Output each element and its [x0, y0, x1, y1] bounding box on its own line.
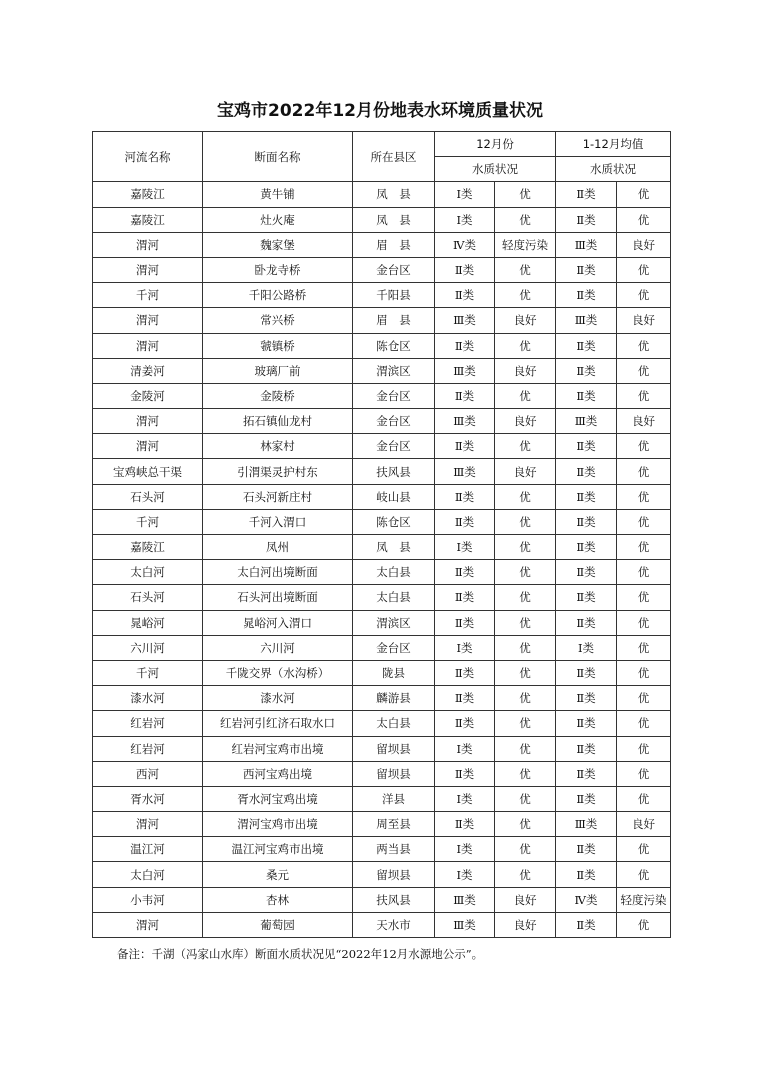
month-status-cell: 优 — [495, 535, 556, 560]
table-row — [93, 459, 671, 484]
annual-status-cell: 优 — [617, 711, 671, 736]
county-cell: 留坝县 — [353, 761, 435, 786]
section-cell: 石头河新庄村 — [203, 484, 353, 509]
section-cell: 桑元 — [203, 862, 353, 887]
annual-status-cell: 优 — [617, 434, 671, 459]
annual-status-cell: 优 — [617, 686, 671, 711]
annual-status-cell: 优 — [617, 610, 671, 635]
county-cell: 金台区 — [353, 257, 435, 282]
table-row — [93, 383, 671, 408]
section-cell: 拓石镇仙龙村 — [203, 409, 353, 434]
section-cell: 温江河宝鸡市出境 — [203, 837, 353, 862]
annual-class-cell: Ⅱ类 — [556, 484, 617, 509]
month-class-cell: Ⅱ类 — [435, 434, 495, 459]
table-row — [93, 257, 671, 282]
month-class-cell: Ⅰ类 — [435, 535, 495, 560]
section-cell: 六川河 — [203, 635, 353, 660]
section-cell: 常兴桥 — [203, 308, 353, 333]
river-cell: 千河 — [93, 660, 203, 685]
annual-status-cell: 优 — [617, 786, 671, 811]
header-quality-month: 水质状况 — [435, 157, 556, 182]
river-cell: 渭河 — [93, 434, 203, 459]
annual-status-cell: 轻度污染 — [617, 887, 671, 912]
section-cell: 灶火庵 — [203, 207, 353, 232]
month-status-cell: 良好 — [495, 358, 556, 383]
table-row — [93, 812, 671, 837]
county-cell: 金台区 — [353, 635, 435, 660]
annual-class-cell: Ⅱ类 — [556, 207, 617, 232]
month-status-cell: 优 — [495, 207, 556, 232]
county-cell: 扶风县 — [353, 887, 435, 912]
section-cell: 黄牛铺 — [203, 182, 353, 207]
month-status-cell: 优 — [495, 509, 556, 534]
table-row — [93, 333, 671, 358]
annual-class-cell: Ⅱ类 — [556, 585, 617, 610]
table-row — [93, 409, 671, 434]
table-row — [93, 283, 671, 308]
section-cell: 红岩河宝鸡市出境 — [203, 736, 353, 761]
month-class-cell: Ⅲ类 — [435, 358, 495, 383]
annual-class-cell: Ⅲ类 — [556, 308, 617, 333]
annual-class-cell: Ⅱ类 — [556, 383, 617, 408]
river-cell: 红岩河 — [93, 736, 203, 761]
table-row — [93, 837, 671, 862]
month-status-cell: 良好 — [495, 912, 556, 937]
table-row — [93, 887, 671, 912]
annual-status-cell: 良好 — [617, 812, 671, 837]
annual-status-cell: 优 — [617, 484, 671, 509]
river-cell: 嘉陵江 — [93, 182, 203, 207]
annual-status-cell: 良好 — [617, 232, 671, 257]
section-cell: 晁峪河入渭口 — [203, 610, 353, 635]
annual-class-cell: Ⅱ类 — [556, 257, 617, 282]
section-cell: 林家村 — [203, 434, 353, 459]
table-row — [93, 484, 671, 509]
county-cell: 留坝县 — [353, 736, 435, 761]
month-status-cell: 优 — [495, 434, 556, 459]
section-cell: 魏家堡 — [203, 232, 353, 257]
river-cell: 嘉陵江 — [93, 535, 203, 560]
month-class-cell: Ⅱ类 — [435, 812, 495, 837]
month-class-cell: Ⅱ类 — [435, 333, 495, 358]
annual-status-cell: 优 — [617, 509, 671, 534]
river-cell: 渭河 — [93, 232, 203, 257]
county-cell: 金台区 — [353, 383, 435, 408]
month-status-cell: 优 — [495, 686, 556, 711]
annual-class-cell: Ⅱ类 — [556, 837, 617, 862]
month-class-cell: Ⅰ类 — [435, 862, 495, 887]
section-cell: 卧龙寺桥 — [203, 257, 353, 282]
county-cell: 凤 县 — [353, 182, 435, 207]
county-cell: 凤 县 — [353, 535, 435, 560]
county-cell: 眉 县 — [353, 232, 435, 257]
annual-class-cell: Ⅱ类 — [556, 283, 617, 308]
annual-status-cell: 优 — [617, 585, 671, 610]
month-class-cell: Ⅱ类 — [435, 283, 495, 308]
annual-status-cell: 优 — [617, 459, 671, 484]
annual-status-cell: 优 — [617, 635, 671, 660]
month-status-cell: 轻度污染 — [495, 232, 556, 257]
table-row — [93, 182, 671, 207]
river-cell: 渭河 — [93, 257, 203, 282]
footnote: 备注：千湖（冯家山水库）断面水质状况见“2022年12月水源地公示”。 — [117, 947, 484, 961]
county-cell: 岐山县 — [353, 484, 435, 509]
header-river: 河流名称 — [93, 132, 203, 182]
header-county: 所在县区 — [353, 132, 435, 182]
annual-class-cell: Ⅱ类 — [556, 686, 617, 711]
month-class-cell: Ⅲ类 — [435, 459, 495, 484]
annual-status-cell: 优 — [617, 736, 671, 761]
annual-status-cell: 优 — [617, 862, 671, 887]
month-status-cell: 优 — [495, 484, 556, 509]
month-class-cell: Ⅰ类 — [435, 635, 495, 660]
month-status-cell: 优 — [495, 283, 556, 308]
annual-status-cell: 优 — [617, 837, 671, 862]
month-status-cell: 优 — [495, 862, 556, 887]
annual-status-cell: 优 — [617, 912, 671, 937]
river-cell: 渭河 — [93, 308, 203, 333]
river-cell: 金陵河 — [93, 383, 203, 408]
annual-class-cell: Ⅲ类 — [556, 812, 617, 837]
county-cell: 凤 县 — [353, 207, 435, 232]
month-class-cell: Ⅲ类 — [435, 409, 495, 434]
river-cell: 漆水河 — [93, 686, 203, 711]
county-cell: 陈仓区 — [353, 333, 435, 358]
annual-class-cell: Ⅱ类 — [556, 862, 617, 887]
county-cell: 太白县 — [353, 560, 435, 585]
river-cell: 六川河 — [93, 635, 203, 660]
river-cell: 西河 — [93, 761, 203, 786]
annual-status-cell: 优 — [617, 660, 671, 685]
annual-status-cell: 优 — [617, 207, 671, 232]
annual-status-cell: 优 — [617, 182, 671, 207]
table-row — [93, 862, 671, 887]
month-class-cell: Ⅳ类 — [435, 232, 495, 257]
month-class-cell: Ⅲ类 — [435, 912, 495, 937]
month-class-cell: Ⅱ类 — [435, 686, 495, 711]
annual-class-cell: Ⅱ类 — [556, 434, 617, 459]
county-cell: 麟游县 — [353, 686, 435, 711]
month-status-cell: 优 — [495, 383, 556, 408]
river-cell: 温江河 — [93, 837, 203, 862]
month-class-cell: Ⅰ类 — [435, 207, 495, 232]
month-status-cell: 优 — [495, 635, 556, 660]
month-class-cell: Ⅲ类 — [435, 308, 495, 333]
month-status-cell: 良好 — [495, 308, 556, 333]
annual-status-cell: 优 — [617, 761, 671, 786]
table-row — [93, 434, 671, 459]
header-annual: 1-12月均值 — [556, 132, 671, 157]
annual-class-cell: Ⅱ类 — [556, 711, 617, 736]
county-cell: 两当县 — [353, 837, 435, 862]
month-status-cell: 优 — [495, 585, 556, 610]
river-cell: 渭河 — [93, 812, 203, 837]
section-cell: 胥水河宝鸡出境 — [203, 786, 353, 811]
river-cell: 红岩河 — [93, 711, 203, 736]
section-cell: 西河宝鸡出境 — [203, 761, 353, 786]
annual-class-cell: Ⅱ类 — [556, 358, 617, 383]
county-cell: 扶风县 — [353, 459, 435, 484]
table-row — [93, 509, 671, 534]
river-cell: 宝鸡峡总干渠 — [93, 459, 203, 484]
county-cell: 洋县 — [353, 786, 435, 811]
county-cell: 陈仓区 — [353, 509, 435, 534]
month-class-cell: Ⅰ类 — [435, 182, 495, 207]
table-body — [93, 182, 671, 938]
table-row — [93, 232, 671, 257]
table-row — [93, 635, 671, 660]
annual-class-cell: Ⅱ类 — [556, 610, 617, 635]
annual-status-cell: 优 — [617, 283, 671, 308]
section-cell: 渭河宝鸡市出境 — [203, 812, 353, 837]
section-cell: 千阳公路桥 — [203, 283, 353, 308]
month-class-cell: Ⅱ类 — [435, 560, 495, 585]
river-cell: 胥水河 — [93, 786, 203, 811]
section-cell: 玻璃厂前 — [203, 358, 353, 383]
month-class-cell: Ⅰ类 — [435, 786, 495, 811]
county-cell: 千阳县 — [353, 283, 435, 308]
river-cell: 太白河 — [93, 862, 203, 887]
annual-status-cell: 优 — [617, 333, 671, 358]
section-cell: 漆水河 — [203, 686, 353, 711]
annual-status-cell: 良好 — [617, 409, 671, 434]
annual-status-cell: 优 — [617, 358, 671, 383]
annual-class-cell: Ⅱ类 — [556, 761, 617, 786]
river-cell: 清姜河 — [93, 358, 203, 383]
month-status-cell: 优 — [495, 837, 556, 862]
month-status-cell: 优 — [495, 736, 556, 761]
county-cell: 金台区 — [353, 409, 435, 434]
section-cell: 虢镇桥 — [203, 333, 353, 358]
section-cell: 金陵桥 — [203, 383, 353, 408]
annual-status-cell: 良好 — [617, 308, 671, 333]
annual-class-cell: Ⅲ类 — [556, 232, 617, 257]
month-status-cell: 优 — [495, 333, 556, 358]
month-status-cell: 良好 — [495, 459, 556, 484]
county-cell: 渭滨区 — [353, 358, 435, 383]
county-cell: 天水市 — [353, 912, 435, 937]
annual-class-cell: Ⅱ类 — [556, 535, 617, 560]
section-cell: 石头河出境断面 — [203, 585, 353, 610]
annual-status-cell: 优 — [617, 383, 671, 408]
section-cell: 红岩河引红济石取水口 — [203, 711, 353, 736]
river-cell: 千河 — [93, 509, 203, 534]
month-status-cell: 优 — [495, 182, 556, 207]
annual-class-cell: Ⅲ类 — [556, 409, 617, 434]
section-cell: 引渭渠灵护村东 — [203, 459, 353, 484]
river-cell: 千河 — [93, 283, 203, 308]
river-cell: 晁峪河 — [93, 610, 203, 635]
month-class-cell: Ⅰ类 — [435, 837, 495, 862]
annual-status-cell: 优 — [617, 560, 671, 585]
annual-class-cell: Ⅳ类 — [556, 887, 617, 912]
table-row — [93, 610, 671, 635]
month-class-cell: Ⅱ类 — [435, 660, 495, 685]
month-status-cell: 良好 — [495, 887, 556, 912]
table-row — [93, 560, 671, 585]
month-status-cell: 优 — [495, 610, 556, 635]
month-class-cell: Ⅱ类 — [435, 711, 495, 736]
river-cell: 石头河 — [93, 484, 203, 509]
annual-class-cell: Ⅱ类 — [556, 182, 617, 207]
annual-class-cell: Ⅱ类 — [556, 912, 617, 937]
month-status-cell: 优 — [495, 761, 556, 786]
table-row — [93, 711, 671, 736]
county-cell: 太白县 — [353, 585, 435, 610]
section-cell: 葡萄园 — [203, 912, 353, 937]
section-cell: 太白河出境断面 — [203, 560, 353, 585]
header-quality-annual: 水质状况 — [556, 157, 671, 182]
table-row — [93, 686, 671, 711]
table-row — [93, 761, 671, 786]
river-cell: 小韦河 — [93, 887, 203, 912]
section-cell: 千陇交界（水沟桥） — [203, 660, 353, 685]
month-class-cell: Ⅱ类 — [435, 610, 495, 635]
month-class-cell: Ⅲ类 — [435, 887, 495, 912]
month-class-cell: Ⅱ类 — [435, 509, 495, 534]
table-row — [93, 308, 671, 333]
water-quality-table — [92, 131, 671, 938]
month-status-cell: 优 — [495, 812, 556, 837]
month-class-cell: Ⅱ类 — [435, 484, 495, 509]
section-cell: 杏林 — [203, 887, 353, 912]
county-cell: 留坝县 — [353, 862, 435, 887]
table-row — [93, 912, 671, 937]
header-month: 12月份 — [435, 132, 556, 157]
annual-class-cell: Ⅱ类 — [556, 333, 617, 358]
month-class-cell: Ⅱ类 — [435, 257, 495, 282]
month-status-cell: 良好 — [495, 409, 556, 434]
section-cell: 凤州 — [203, 535, 353, 560]
county-cell: 眉 县 — [353, 308, 435, 333]
annual-class-cell: Ⅱ类 — [556, 560, 617, 585]
river-cell: 嘉陵江 — [93, 207, 203, 232]
annual-class-cell: Ⅱ类 — [556, 786, 617, 811]
month-class-cell: Ⅰ类 — [435, 736, 495, 761]
month-status-cell: 优 — [495, 660, 556, 685]
month-class-cell: Ⅱ类 — [435, 585, 495, 610]
month-class-cell: Ⅱ类 — [435, 761, 495, 786]
river-cell: 渭河 — [93, 912, 203, 937]
header-section: 断面名称 — [203, 132, 353, 182]
river-cell: 渭河 — [93, 409, 203, 434]
annual-class-cell: Ⅱ类 — [556, 459, 617, 484]
annual-status-cell: 优 — [617, 535, 671, 560]
table-row — [93, 535, 671, 560]
table-row — [93, 786, 671, 811]
month-status-cell: 优 — [495, 786, 556, 811]
month-status-cell: 优 — [495, 711, 556, 736]
annual-class-cell: Ⅱ类 — [556, 509, 617, 534]
month-status-cell: 优 — [495, 257, 556, 282]
month-status-cell: 优 — [495, 560, 556, 585]
table-row — [93, 736, 671, 761]
month-class-cell: Ⅱ类 — [435, 383, 495, 408]
county-cell: 陇县 — [353, 660, 435, 685]
annual-class-cell: Ⅱ类 — [556, 660, 617, 685]
annual-status-cell: 优 — [617, 257, 671, 282]
table-row — [93, 207, 671, 232]
river-cell: 渭河 — [93, 333, 203, 358]
page-title: 宝鸡市2022年12月份地表水环境质量状况 — [217, 101, 543, 121]
river-cell: 石头河 — [93, 585, 203, 610]
table-row — [93, 660, 671, 685]
annual-class-cell: Ⅱ类 — [556, 736, 617, 761]
county-cell: 金台区 — [353, 434, 435, 459]
county-cell: 渭滨区 — [353, 610, 435, 635]
table-row — [93, 358, 671, 383]
county-cell: 太白县 — [353, 711, 435, 736]
table-row — [93, 585, 671, 610]
county-cell: 周至县 — [353, 812, 435, 837]
annual-class-cell: Ⅰ类 — [556, 635, 617, 660]
section-cell: 千河入渭口 — [203, 509, 353, 534]
river-cell: 太白河 — [93, 560, 203, 585]
